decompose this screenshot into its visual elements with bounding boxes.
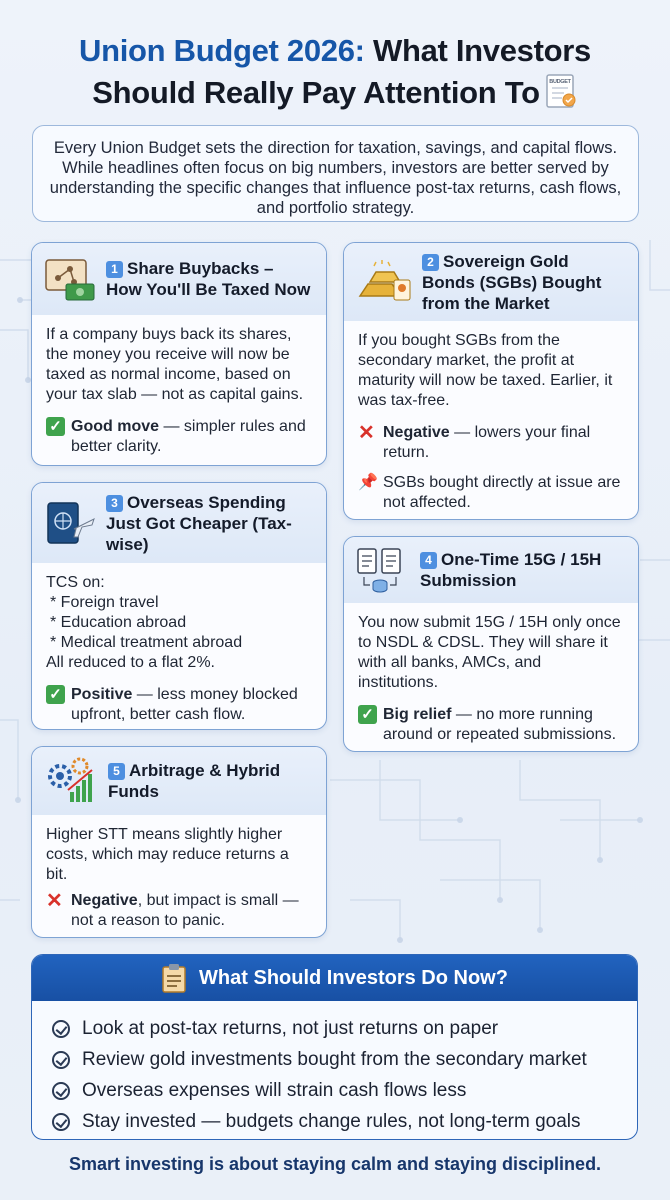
intro-text: Every Union Budget sets the direction for taxation, savings, and capital flows. While headlines often focus on big numbers, investors are better served by understanding the specific changes that influence post-tax returns, cash flows, and portfolio strategy.: [49, 139, 622, 217]
card-body: [32, 315, 326, 466]
svg-text:BUDGET: BUDGET: [548, 79, 571, 85]
verdict-label: Positive: [71, 686, 133, 703]
action-item: Stay invested — budgets change rules, not long-term goals: [52, 1106, 637, 1137]
number-badge: 1: [106, 261, 123, 278]
list-item: * Education abroad: [50, 614, 187, 631]
verdict-label: Good move: [71, 418, 160, 435]
verdict-label: Negative: [71, 892, 138, 909]
card-share-buybacks: [31, 242, 327, 466]
card-15g-15h-submission: [343, 536, 639, 752]
action-item: Review gold investments bought from the secondary market: [52, 1044, 637, 1075]
list-item: * Foreign travel: [50, 594, 159, 611]
card-arbitrage-hybrid-funds: [31, 746, 327, 938]
card-body: [344, 321, 638, 520]
passport-plane-icon: [44, 499, 96, 547]
action-item: Look at post-tax returns, not just returns on paper: [52, 1013, 637, 1044]
card-title: 4 One-Time 15G / 15H Submission: [420, 550, 602, 590]
circle-check-icon: [52, 1082, 70, 1100]
card-description: All reduced to a flat 2%.: [46, 654, 215, 671]
gold-bars-icon: [356, 258, 412, 306]
number-badge: 2: [422, 254, 439, 271]
cross-icon: ✕: [358, 422, 375, 444]
card-title: 1 Share Buybacks – How You'll Be Taxed Now: [106, 259, 311, 299]
card-title: 3 Overseas Spending Just Got Cheaper (Tax-wise): [106, 492, 292, 554]
verdict-label: Negative: [383, 424, 450, 441]
budget-document-icon: [544, 73, 578, 109]
forms-database-icon: [356, 547, 410, 593]
note-row: [358, 473, 624, 513]
intro-box: [32, 125, 639, 222]
card-body: [32, 563, 326, 730]
pin-icon: 📌: [358, 474, 378, 491]
note-text: SGBs bought directly at issue are not affected.: [383, 474, 621, 511]
verdict-text: — simpler rules and better clarity.: [71, 418, 306, 455]
verdict-text: — lowers your final return.: [383, 424, 591, 461]
card-title: 2 Sovereign Gold Bonds (SGBs) Bought from the Market: [422, 251, 602, 313]
verdict-text: — no more running around or repeated submissions.: [383, 706, 617, 743]
clipboard-icon: [161, 963, 187, 993]
verdict-row: [46, 685, 312, 725]
card-description: If a company buys back its shares, the money you receive will now be taxed as normal income, based on your tax slab — not as capital gains.: [46, 326, 304, 403]
card-overseas-spending: [31, 482, 327, 730]
card-description: You now submit 15G / 15H only once to NSDL & CDSL. They will share it with all banks, AMCs, and institutions.: [358, 614, 621, 691]
verdict-row: [46, 417, 312, 457]
card-header: [32, 747, 326, 815]
check-icon: ✓: [46, 685, 68, 705]
circle-check-icon: [52, 1113, 70, 1131]
footer-tagline: Smart investing is about staying calm and staying disciplined.: [68, 1154, 602, 1174]
cross-icon: ✕: [46, 890, 63, 912]
check-icon: ✓: [46, 417, 68, 437]
verdict-row: [358, 705, 624, 745]
card-body: [32, 815, 326, 938]
verdict-text: , but impact is small — not a reason to panic.: [71, 892, 299, 929]
card-description: If you bought SGBs from the secondary market, the profit at maturity will now be taxed. Earlier, it was tax-free.: [358, 332, 613, 409]
card-header: [344, 537, 638, 603]
card-header: [32, 483, 326, 563]
number-badge: 4: [420, 552, 437, 569]
number-badge: 5: [108, 763, 125, 780]
card-description: Higher STT means slightly higher costs, which may reduce returns a bit.: [46, 826, 289, 883]
verdict-row: [358, 423, 624, 463]
title-line-1: Union Budget 2026: What Investors: [78, 33, 591, 68]
verdict-text: — less money blocked upfront, better cash flow.: [71, 686, 298, 723]
circle-check-icon: [52, 1051, 70, 1069]
title-line-2: Should Really Pay Attention To BUDGET: [0, 72, 670, 114]
gears-chart-icon: [44, 756, 98, 806]
buyback-chart-money-icon: [44, 256, 96, 302]
action-list: [32, 1001, 637, 1137]
card-body: [344, 603, 638, 752]
card-header: [32, 243, 326, 315]
verdict-row: [46, 891, 312, 931]
action-title: What Should Investors Do Now?: [199, 966, 508, 989]
check-icon: ✓: [358, 705, 380, 725]
action-item: Overseas expenses will strain cash flows less: [52, 1075, 637, 1106]
list-item: * Medical treatment abroad: [50, 634, 243, 651]
page-title: [0, 30, 670, 114]
card-title: 5 Arbitrage & Hybrid Funds: [108, 761, 281, 801]
verdict-label: Big relief: [383, 706, 452, 723]
card-header: [344, 243, 638, 321]
action-header: [32, 955, 637, 1001]
tcs-intro: TCS on:: [46, 574, 105, 591]
number-badge: 3: [106, 495, 123, 512]
card-sovereign-gold-bonds: [343, 242, 639, 520]
circle-check-icon: [52, 1020, 70, 1038]
action-box: [31, 954, 638, 1140]
